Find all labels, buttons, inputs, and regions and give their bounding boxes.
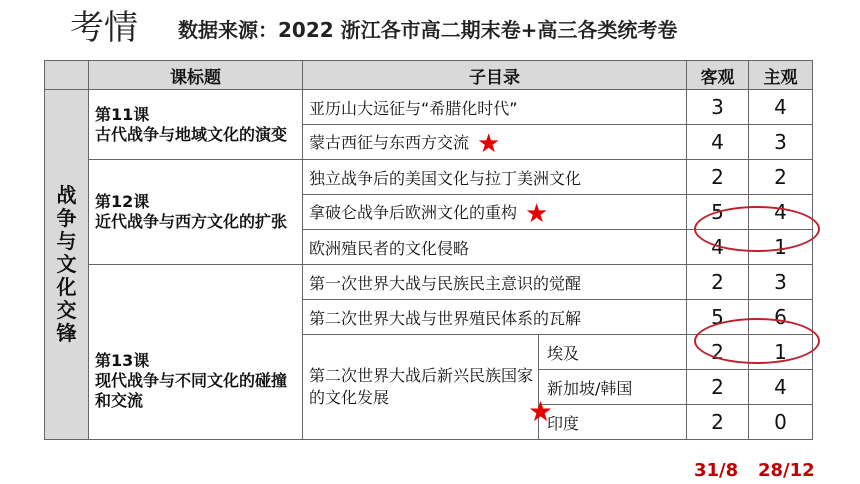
lesson-12: 第12课 近代战争与西方文化的扩张 (89, 160, 303, 265)
table-row (45, 265, 813, 300)
lesson-13: 第13课 现代战争与不同文化的碰撞和交流 (89, 265, 303, 440)
subjective-cell: 3 (749, 265, 813, 300)
subjective-cell: 4 (749, 370, 813, 405)
page-title: 考情 (70, 8, 138, 48)
topic-cell: 欧洲殖民者的文化侵略 (303, 230, 687, 265)
table-row (45, 160, 813, 195)
highlight-ring (694, 206, 820, 252)
objective-cell: 2 (687, 405, 749, 440)
topic-cell: 蒙古西征与东西方交流 ★ (303, 125, 687, 160)
star-icon: ★ (525, 198, 549, 229)
subjective-total: 28/12 (758, 460, 815, 481)
exam-stats-table (44, 60, 813, 440)
subjective-cell: 4 (749, 90, 813, 125)
unit-label: 战争与文化交锋 (45, 90, 89, 440)
country-cell: 新加坡/韩国 (539, 370, 687, 405)
topic-cell: 拿破仑战争后欧洲文化的重构 ★ (303, 195, 687, 230)
objective-cell: 4 (687, 230, 749, 265)
topic-cell: 亚历山大远征与“希腊化时代” (303, 90, 687, 125)
objective-cell: 2 (687, 370, 749, 405)
star-icon: ★ (528, 395, 554, 428)
objective-total: 31/8 (694, 460, 739, 481)
lesson-11: 第11课 古代战争与地域文化的演变 (89, 90, 303, 160)
star-icon: ★ (477, 128, 501, 159)
country-cell: 印度 (539, 405, 687, 440)
objective-cell: 3 (687, 90, 749, 125)
header-lesson: 课标题 (89, 61, 303, 90)
country-cell: 埃及 (539, 335, 687, 370)
objective-cell: 5 (687, 300, 749, 335)
header-topic: 子目录 (303, 61, 687, 90)
subjective-cell: 1 (749, 335, 813, 370)
header-corner (45, 61, 89, 90)
subjective-cell: 3 (749, 125, 813, 160)
header-objective: 客观 (687, 61, 749, 90)
objective-cell: 2 (687, 335, 749, 370)
table-row (45, 90, 813, 125)
objective-cell: 4 (687, 125, 749, 160)
topic-cell: 第一次世界大战与民族民主意识的觉醒 (303, 265, 687, 300)
data-source: 数据来源：2022 浙江各市高二期末卷+高三各类统考卷 (178, 18, 678, 42)
objective-cell: 2 (687, 160, 749, 195)
subjective-cell: 6 (749, 300, 813, 335)
subjective-cell: 1 (749, 230, 813, 265)
topic-cell: 第二次世界大战与世界殖民体系的瓦解 (303, 300, 687, 335)
topic-cell: 独立战争后的美国文化与拉丁美洲文化 (303, 160, 687, 195)
objective-cell: 5 (687, 195, 749, 230)
topic-cell-post-war: 第二次世界大战后新兴民族国家的文化发展 (303, 335, 539, 440)
subjective-cell: 4 (749, 195, 813, 230)
highlight-ring (694, 318, 820, 364)
objective-cell: 2 (687, 265, 749, 300)
table-header (45, 61, 813, 90)
subjective-cell: 0 (749, 405, 813, 440)
header-subjective: 主观 (749, 61, 813, 90)
subjective-cell: 2 (749, 160, 813, 195)
